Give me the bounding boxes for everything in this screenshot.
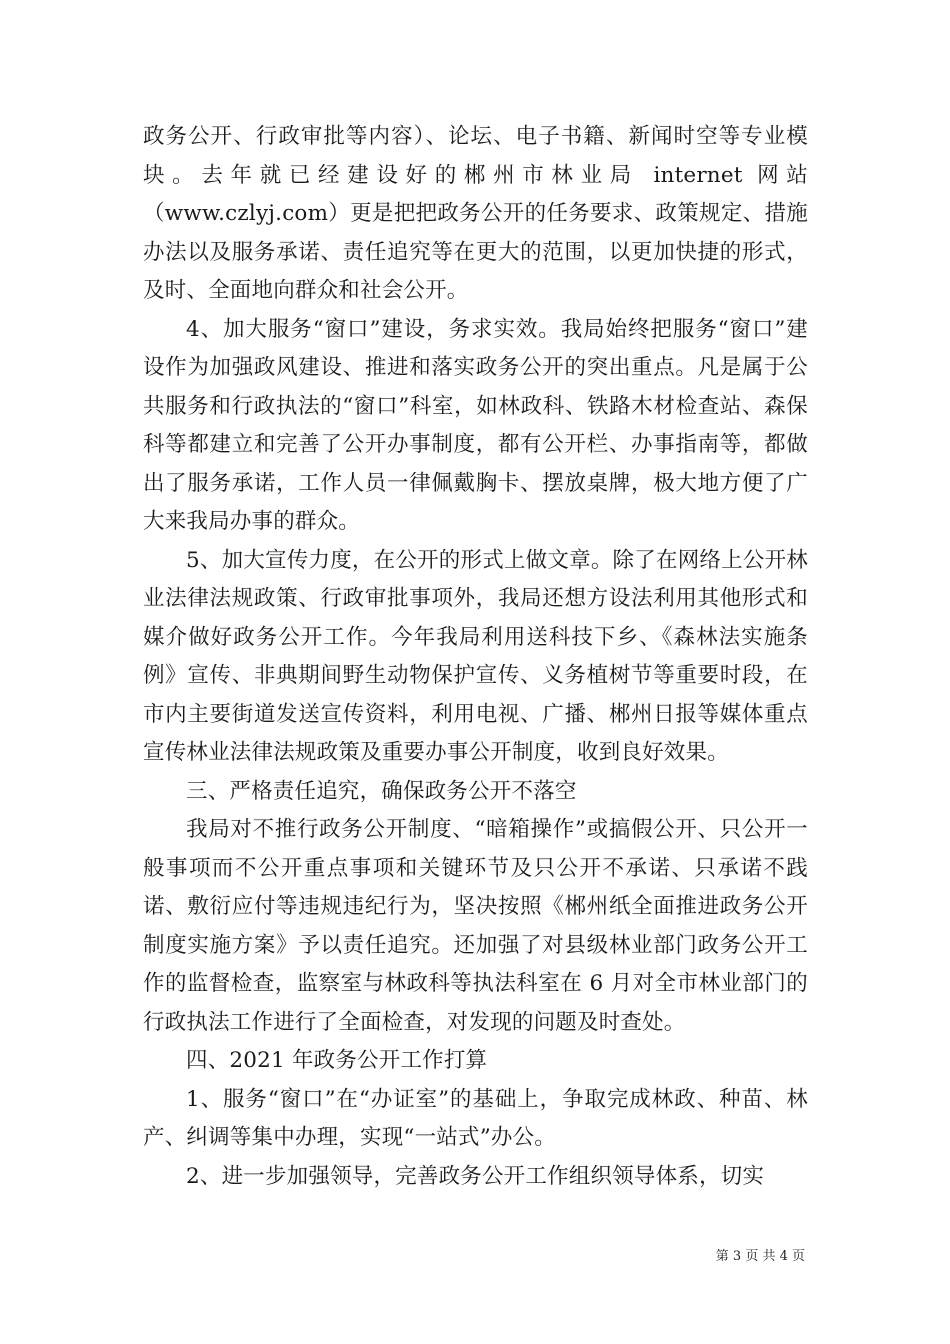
section-heading-accountability: 三、严格责任追究，确保政务公开不落空: [186, 778, 577, 804]
paragraph-website-modules: 政务公开、行政审批等内容）、论坛、电子书籍、新闻时空等专业模块。去年就已经建设好的郴州市林业局 internet 网站（www.czlyj.com）更是把把政务公开的任务要求、政策规定、措施办法以及服务承诺、责任追究等在更大的范围，以更加快捷的形式，及时、全面地向群众和社会公开。: [143, 124, 808, 303]
paragraph-publicity: 5、加大宣传力度，在公开的形式上做文章。除了在网络上公开林业法律法规政策、行政审批事项外，我局还想方设法利用其他形式和媒介做好政务公开工作。今年我局利用送科技下乡、《森林法实施条例》宣传、非典期间野生动物保护宣传、义务植树节等重要时段，在市内主要街道发送宣传资料，利用电视、广播、郴州日报等媒体重点宣传林业法律法规政策及重要办事公开制度，收到良好效果。: [143, 547, 808, 765]
document-body: [143, 118, 808, 1196]
page-number-footer: 第 3 页 共 4 页: [715, 1249, 805, 1264]
paragraph-accountability: 我局对不推行政务公开制度、“暗箱操作”或搞假公开、只公开一般事项而不公开重点事项和关键环节及只公开不承诺、只承诺不践诺、敷衍应付等违规违纪行为，坚决按照《郴州纸全面推进政务公开制度实施方案》予以责任追究。还加强了对县级林业部门政务公开工作的监督检查，监察室与林政科等执法科室在 6 月对全市林业部门的行政执法工作进行了全面检查，对发现的问题及时查处。: [143, 817, 808, 1035]
section-heading-plans: 四、2021 年政务公开工作打算: [186, 1048, 488, 1073]
paragraph-service-window: 4、加大服务“窗口”建设，务求实效。我局始终把服务“窗口”建设作为加强政风建设、推进和落实政务公开的突出重点。凡是属于公共服务和行政执法的“窗口”科室，如林政科、铁路木材检查站、森保科等都建立和完善了公开办事制度，都有公开栏、办事指南等，都做出了服务承诺，工作人员一律佩戴胸卡、摆放桌牌，极大地方便了广大来我局办事的群众。: [143, 316, 808, 534]
paragraph-plan-1: 1、服务“窗口”在“办证室”的基础上，争取完成林政、种苗、林产、纠调等集中办理，实现“一站式”办公。: [143, 1086, 808, 1150]
paragraph-plan-2: 2、进一步加强领导，完善政务公开工作组织领导体系，切实: [186, 1163, 765, 1189]
